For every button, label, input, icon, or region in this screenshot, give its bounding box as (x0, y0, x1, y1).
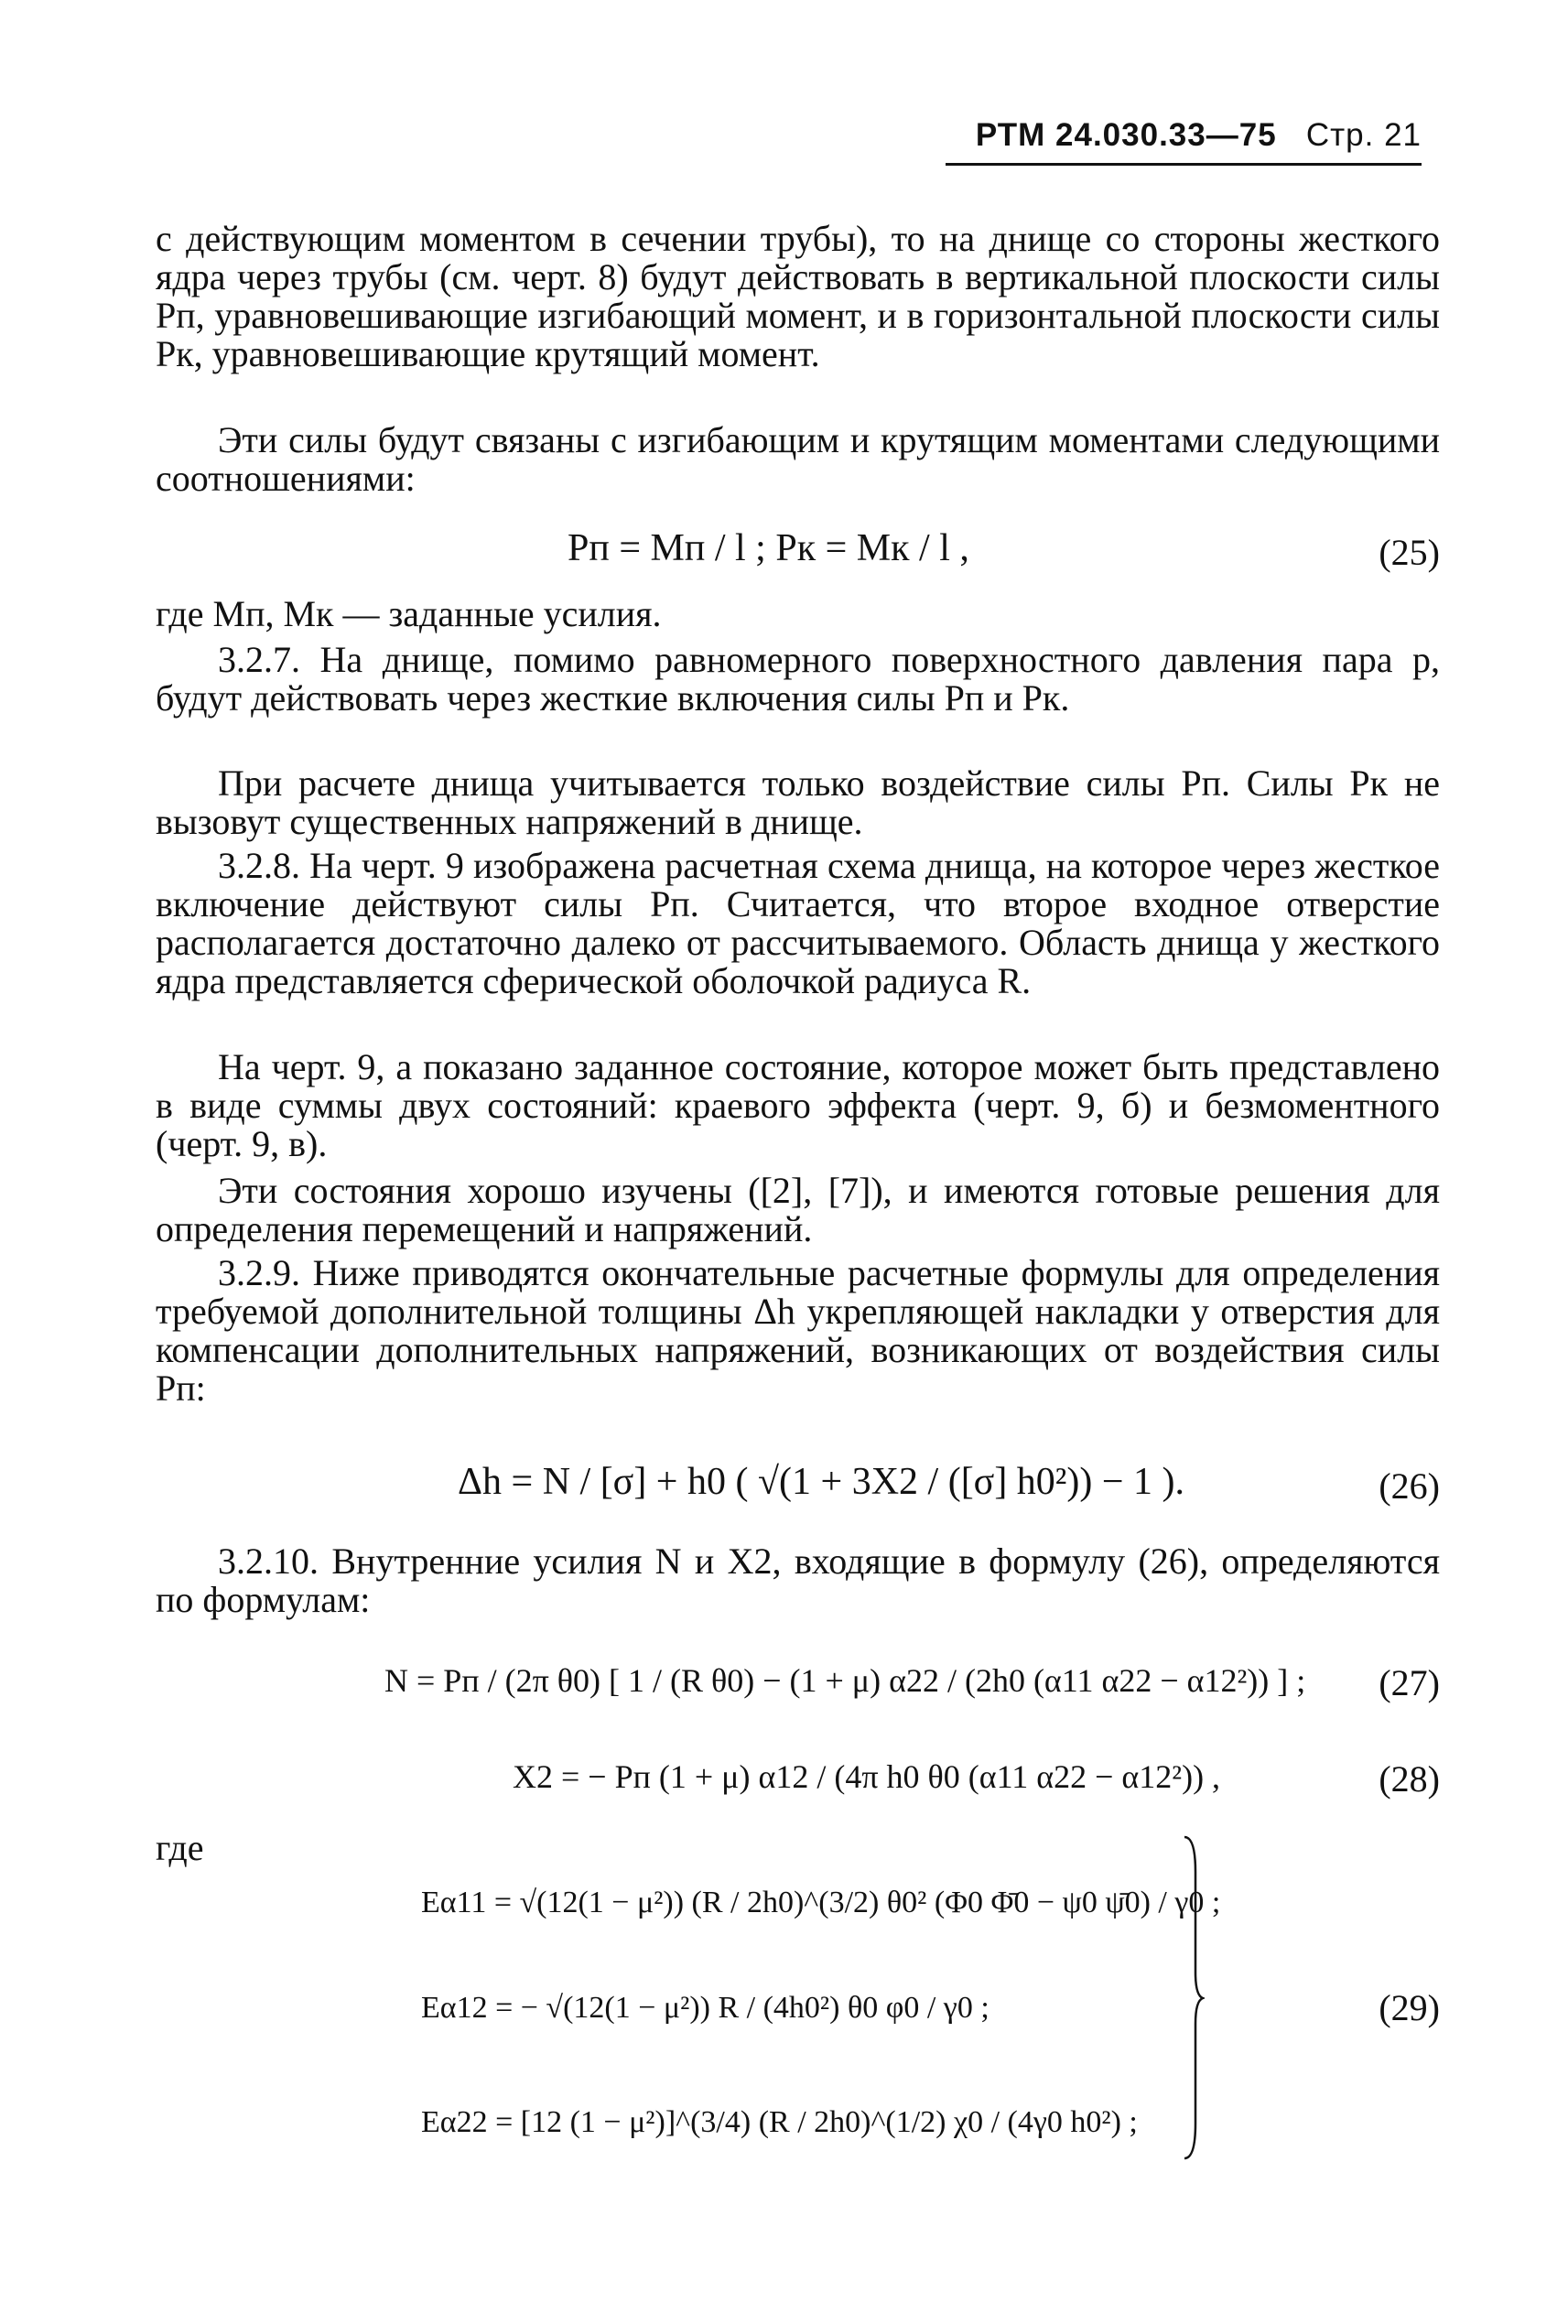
paragraph-studied-states (156, 1172, 1440, 1248)
paragraph-text: На черт. 9, а показано заданное состояние, которое может быть представлено в виде суммы двух состояний: краевого эффекта (черт. 9, б) и безмоментного (черт. 9, в). (156, 1046, 1440, 1164)
page-number: Стр. 21 (1305, 117, 1422, 153)
equation-26: Δh = N / [σ] + h0 ( √(1 + 3X2 / ([σ] h0²)) − 1 ). (458, 1461, 1185, 1503)
paragraph-text: 3.2.7. На днище, помимо равномерного поверхностного давления пара p, будут действовать через жесткие включения силы Pп и Pк. (156, 639, 1440, 719)
paragraph-relations (156, 421, 1440, 498)
paragraph-text: 3.2.10. Внутренние усилия N и X2, входящие в формулу (26), определяются по формулам: (156, 1540, 1440, 1620)
paragraph-text: 3.2.9. Ниже приводятся окончательные расчетные формулы для определения требуемой дополнительной толщины Δh укрепляющей накладки у отверстия для компенсации дополнительных напряжений, возникающих от воздействия силы Pп: (156, 1252, 1440, 1409)
equation-28: X2 = − Pп (1 + μ) α12 / (4π h0 θ0 (α11 α22 − α12²)) , (513, 1758, 1221, 1795)
paragraph-text: Эти силы будут связаны с изгибающим и крутящим моментами следующими соотношениями: (156, 419, 1440, 499)
paragraph-text: с действующим моментом в сечении трубы), то на днище со стороны жесткого ядра через трубы (см. черт. 8) будут действовать в вертикальной плоскости силы Pп, уравновешивающие изгибающий момент, и в горизонтальной плоскости силы Pк, уравновешивающие крутящий момент. (156, 218, 1440, 374)
paragraph-calculation-note (156, 764, 1440, 841)
paragraph-given-forces (156, 595, 1440, 633)
paragraph-text: 3.2.8. На черт. 9 изображена расчетная схема днища, на которое через жесткое включение действуют силы Pп. Считается, что второе входное отверстие располагается достаточно далеко от рассчитываемого. Область днища у жесткого ядра представляется сферической оболочкой радиуса R. (156, 845, 1440, 1001)
header-rule (946, 163, 1422, 166)
equation-number-25: (25) (1379, 532, 1440, 573)
paragraph-3-2-8 (156, 847, 1440, 1000)
equation-number-26: (26) (1379, 1465, 1440, 1507)
paragraph-continuation (156, 220, 1440, 373)
equation-number-29: (29) (1379, 1987, 1440, 2028)
paragraph-given-state (156, 1048, 1440, 1163)
equation-25: Pп = Mп / l ; Pк = Mк / l , (568, 527, 969, 569)
paragraph-3-2-10 (156, 1542, 1440, 1619)
equation-29-line-1: Eα11 = √(12(1 − μ²)) (R / 2h0)^(3/2) θ0² (Φ0 Φ̄0 − ψ0 ψ̄0) / γ0 ; (421, 1886, 1221, 1919)
paragraph-3-2-9 (156, 1254, 1440, 1408)
paragraph-3-2-7 (156, 641, 1440, 718)
document-code: РТМ 24.030.33—75 (975, 117, 1277, 153)
paragraph-text: где Mп, Mк — заданные усилия. (156, 593, 662, 634)
equation-27: N = Pп / (2π θ0) [ 1 / (R θ0) − (1 + μ) α22 / (2h0 (α11 α22 − α12²)) ] ; (384, 1662, 1306, 1699)
paragraph-text: Эти состояния хорошо изучены ([2], [7]), и имеются готовые решения для определения перемещений и напряжений. (156, 1170, 1440, 1249)
equation-number-28: (28) (1379, 1758, 1440, 1800)
equation-number-27: (27) (1379, 1662, 1440, 1703)
where-label: где (156, 1827, 204, 1868)
equation-29-line-3: Eα22 = [12 (1 − μ²)]^(3/4) (R / 2h0)^(1/2) χ0 / (4γ0 h0²) ; (421, 2105, 1138, 2139)
equation-29-line-2: Eα12 = − √(12(1 − μ²)) R / (4h0²) θ0 φ0 / γ0 ; (421, 1991, 989, 2025)
page-header (946, 117, 1422, 154)
right-brace (1183, 1835, 1205, 2160)
paragraph-text: При расчете днища учитывается только воздействие силы Pп. Силы Pк не вызовут существенных напряжений в днище. (156, 762, 1440, 842)
